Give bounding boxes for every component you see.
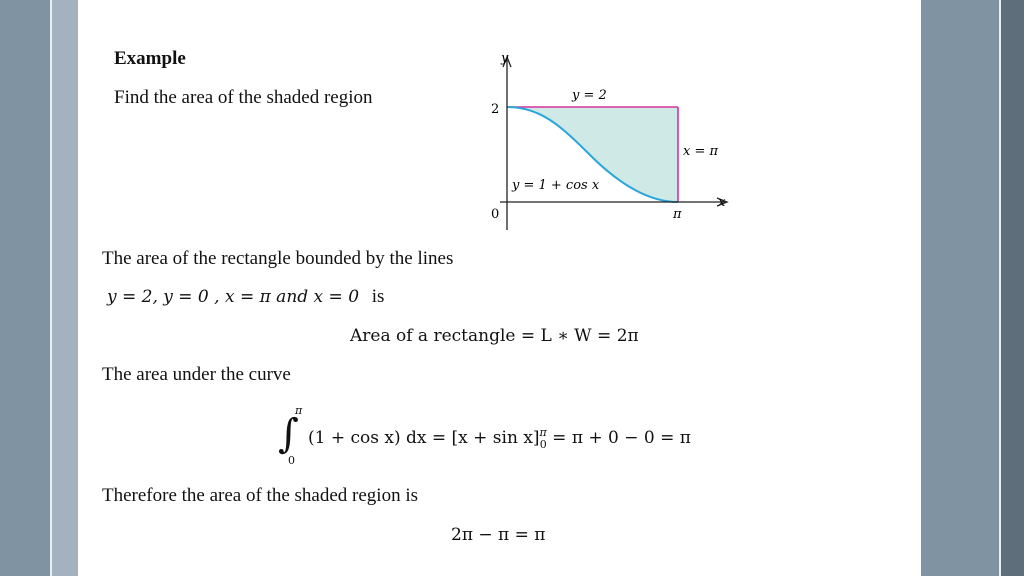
rectangle-area-equation: Area of a rectangle = L ∗ W = 2π <box>350 326 639 346</box>
bounding-lines-is: is <box>371 286 385 307</box>
final-result: 2π − π = π <box>451 525 546 545</box>
shaded-region-graph <box>470 45 740 235</box>
conclusion-text: Therefore the area of the shaded region is <box>102 485 418 506</box>
curve-intro-text: The area under the curve <box>102 364 291 385</box>
bounding-lines-row <box>107 286 384 308</box>
y-tick-label: 2 <box>491 102 500 117</box>
curve-label: y = 1 + cos x <box>512 178 600 193</box>
top-line-label: y = 2 <box>572 88 607 103</box>
integral-upper-limit: π <box>295 404 303 417</box>
origin-label: 0 <box>491 207 500 222</box>
integral-result: = π + 0 − 0 = π <box>546 428 691 448</box>
bounding-lines-math: y = 2, y = 0 , x = π and x = 0 <box>107 287 360 307</box>
bracket-lower-bound: 0 <box>539 438 547 451</box>
right-line-label: x = π <box>683 144 719 159</box>
integral-sign-icon: ∫ <box>278 411 299 457</box>
problem-prompt: Find the area of the shaded region <box>114 87 373 108</box>
x-axis-label: x <box>718 195 726 210</box>
bracket-upper-bound: π <box>539 426 547 439</box>
left-inner-bar <box>52 0 78 576</box>
rectangle-intro-text: The area of the rectangle bounded by the lines <box>102 248 454 269</box>
x-tick-label: π <box>673 207 682 222</box>
integral-lower-limit: 0 <box>288 454 295 467</box>
integral-body: (1 + cos x) dx = [x + sin x] <box>308 428 540 448</box>
left-border-bar <box>0 0 52 576</box>
slide-title: Example <box>114 48 186 69</box>
right-inner-bar <box>921 0 999 576</box>
right-border-bar <box>999 0 1024 576</box>
y-axis-label: y <box>501 51 509 66</box>
